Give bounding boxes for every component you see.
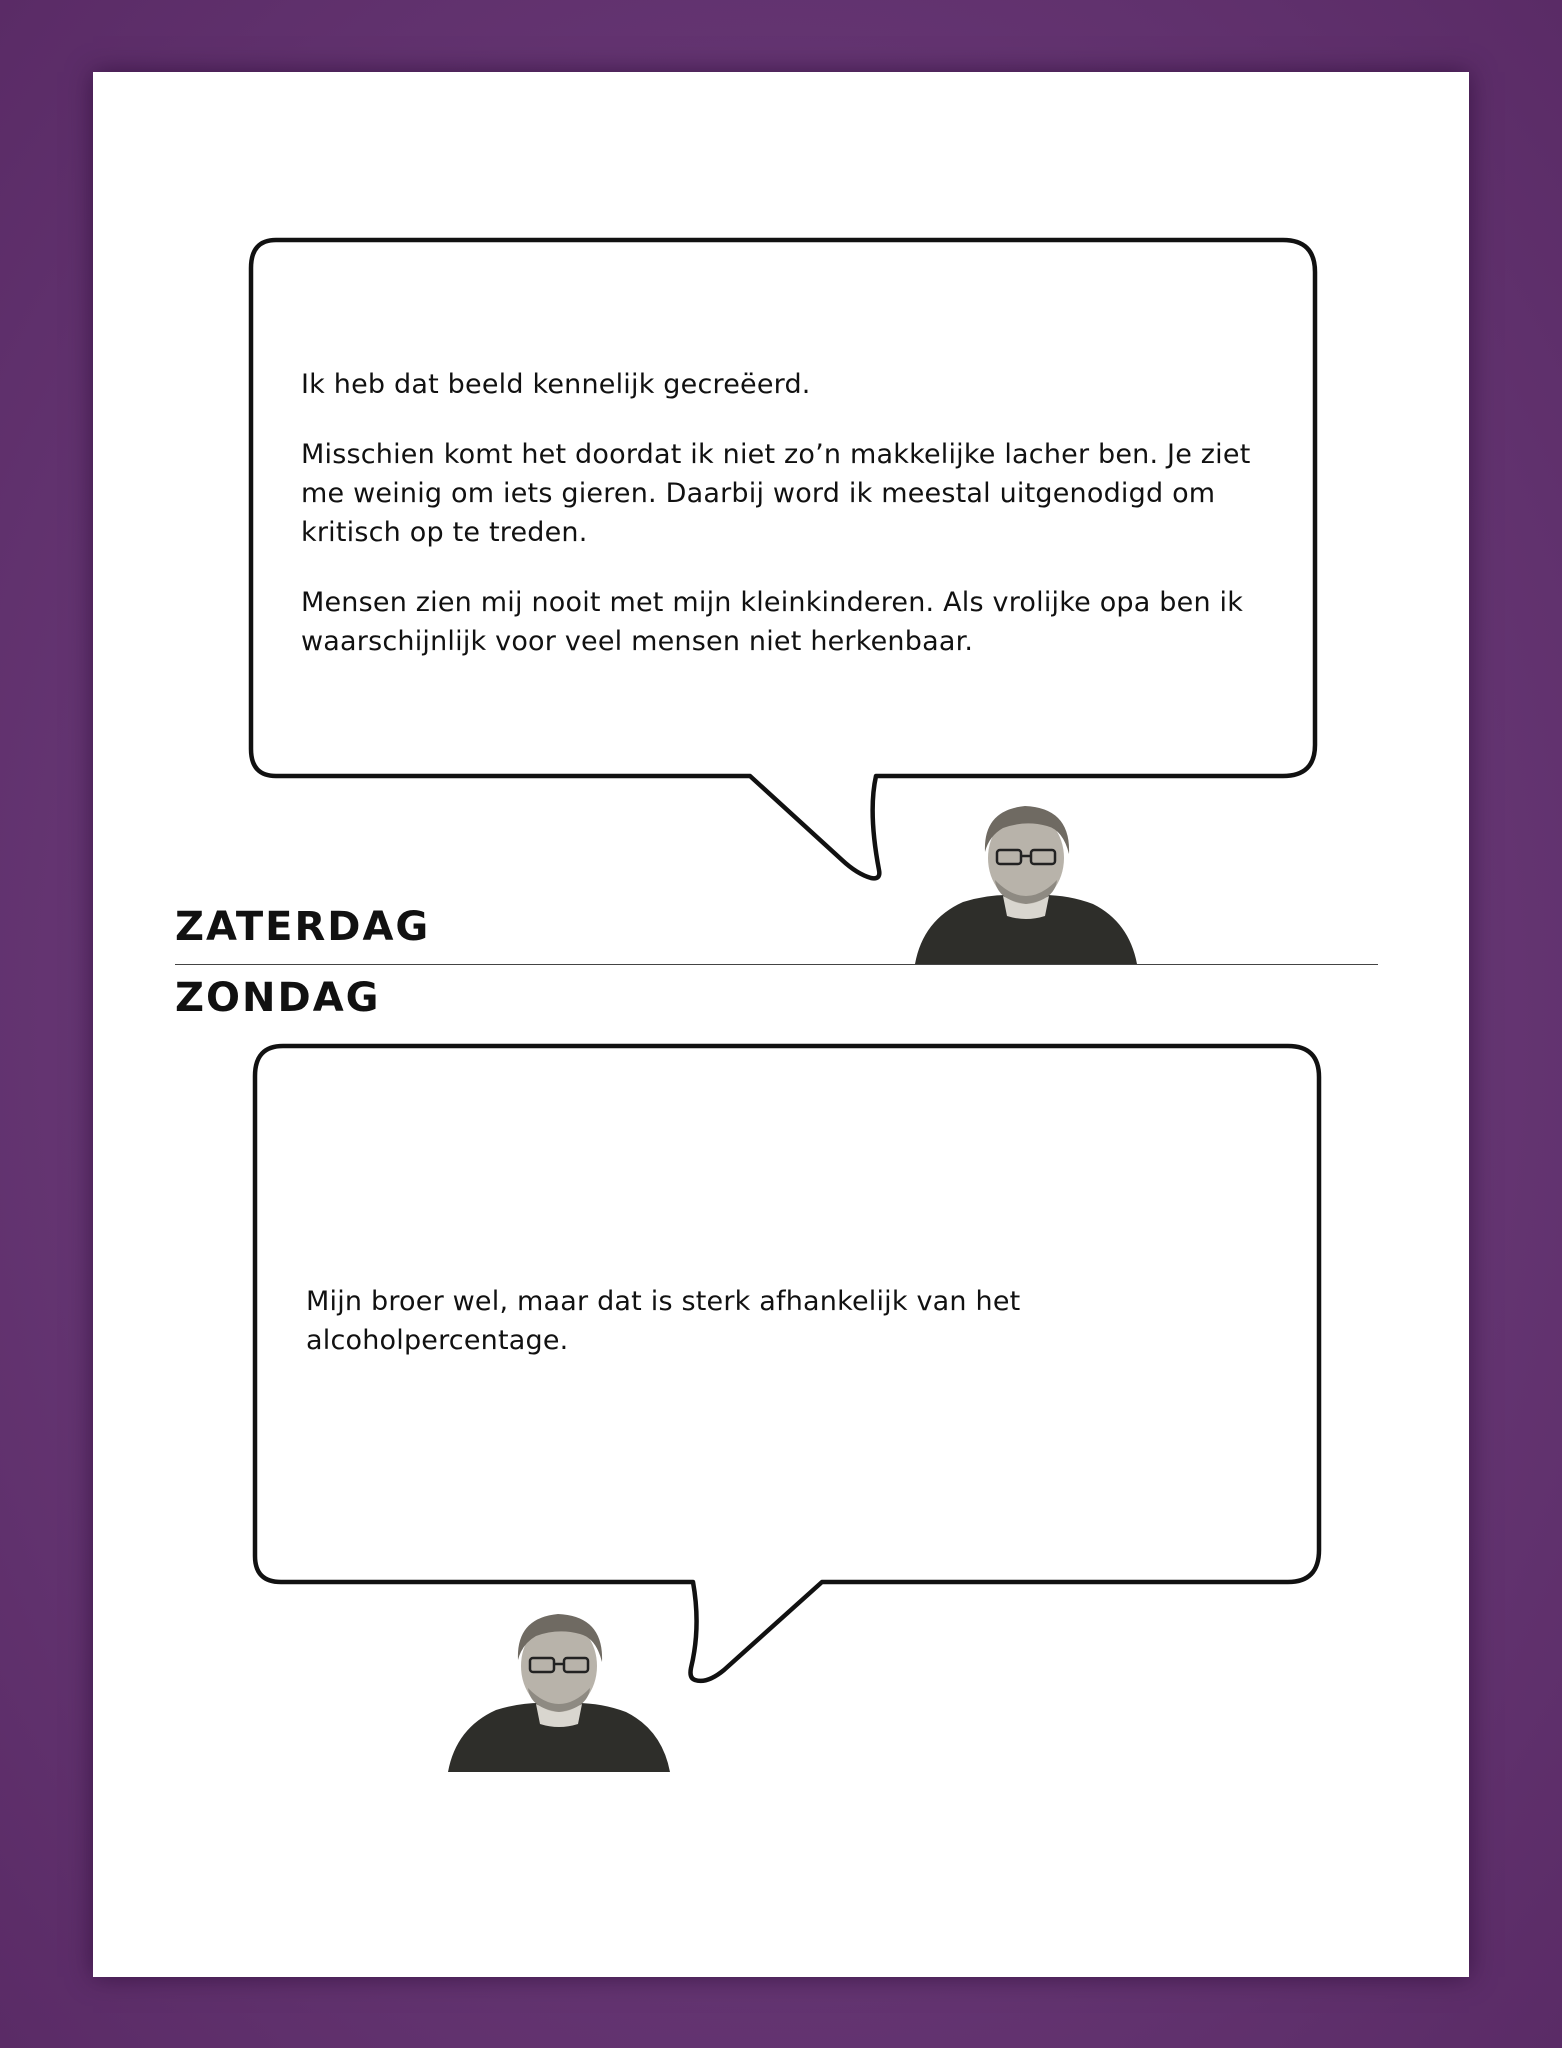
- top-bubble-paragraph: Mensen zien mij nooit met mijn kleinkinderen. Als vrolijke opa ben ik waarschijnlijk voor veel mensen niet herkenbaar.: [301, 587, 1244, 657]
- top-bubble-paragraph: Misschien komt het doordat ik niet zo’n makkelijke lacher ben. Je ziet me weinig om iets gieren. Daarbij word ik meestal uitgenodigd om kritisch op te treden.: [301, 439, 1251, 548]
- bottom-bubble-paragraph: Mijn broer wel, maar dat is sterk afhankelijk van het alcoholpercentage.: [306, 1286, 1021, 1356]
- day-label-saturday: ZATERDAG: [175, 904, 431, 950]
- top-bubble-text: [301, 365, 1301, 692]
- portrait-photo: [915, 792, 1137, 964]
- day-label-sunday: ZONDAG: [175, 975, 381, 1021]
- document-page: [93, 72, 1469, 1977]
- speech-bubbles-layer: [93, 72, 1469, 1977]
- day-divider-line: [175, 964, 1378, 965]
- portrait-photo: [448, 1600, 670, 1772]
- bottom-bubble-text: [306, 1282, 1066, 1391]
- top-bubble-paragraph: Ik heb dat beeld kennelijk gecreëerd.: [301, 369, 811, 400]
